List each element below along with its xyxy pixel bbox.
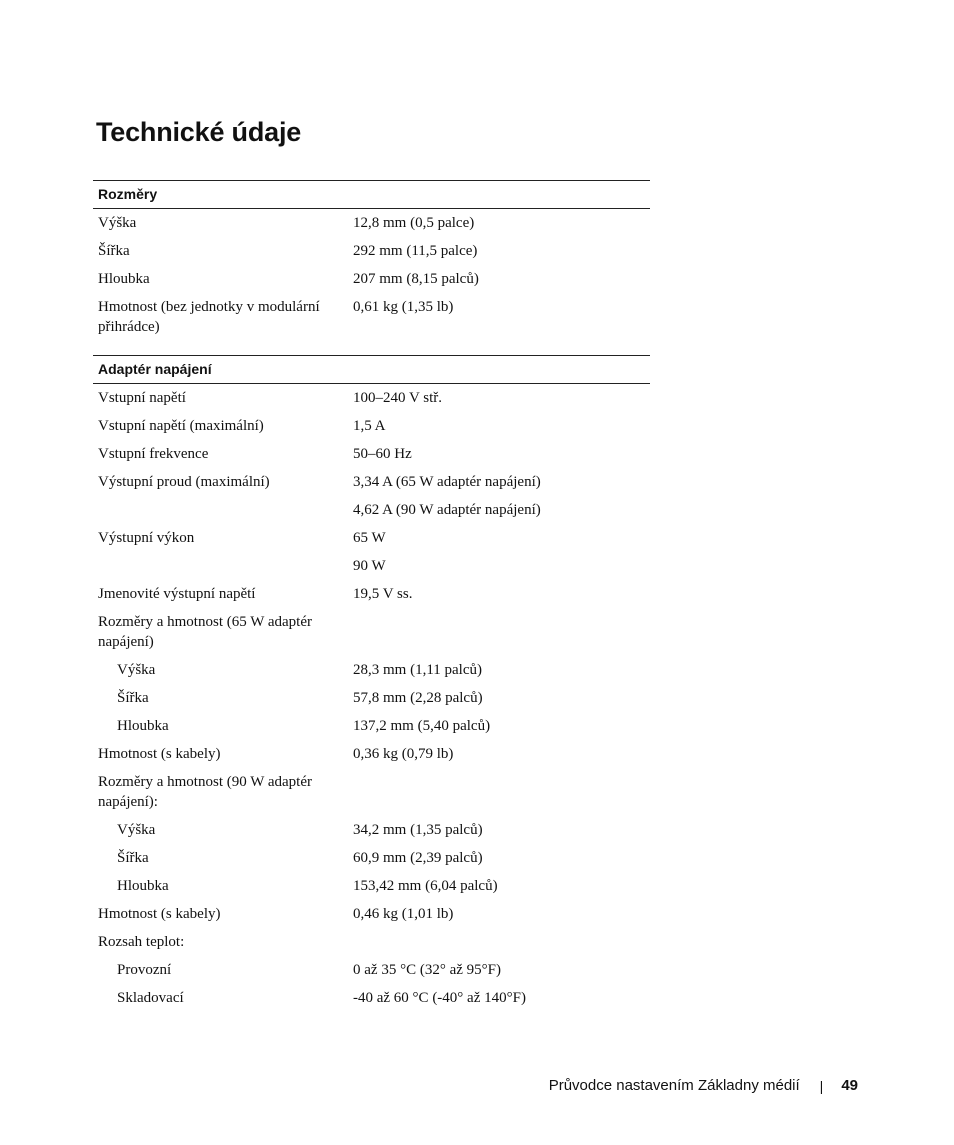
page-title: Technické údaje bbox=[96, 117, 302, 147]
spec-value: 3,34 A (65 W adaptér napájení) bbox=[353, 474, 541, 490]
table-row bbox=[93, 496, 650, 524]
spec-label: Vstupní napětí (maximální) bbox=[98, 418, 264, 434]
spec-value: 65 W bbox=[353, 530, 386, 546]
table-row bbox=[93, 928, 650, 956]
spec-label: Rozměry a hmotnost (90 W adaptér napájení): bbox=[98, 774, 312, 810]
spec-label: Rozsah teplot: bbox=[98, 934, 185, 950]
table-row bbox=[93, 440, 650, 468]
table-row bbox=[93, 524, 650, 552]
spec-label: Šířka bbox=[98, 243, 130, 259]
spec-label: Hmotnost (s kabely) bbox=[98, 906, 221, 922]
spec-label: Hloubka bbox=[117, 718, 169, 734]
table-row bbox=[93, 684, 650, 712]
spec-label: Vstupní napětí bbox=[98, 390, 186, 406]
spec-value: 28,3 mm (1,11 palců) bbox=[353, 662, 483, 678]
spec-label: Rozměry a hmotnost (65 W adaptér napájení) bbox=[98, 614, 312, 650]
spec-value bbox=[348, 768, 650, 816]
spec-label: Šířka bbox=[117, 690, 149, 706]
table-row bbox=[93, 580, 650, 608]
dimensions-table bbox=[93, 180, 650, 341]
spec-value: 0,61 kg (1,35 lb) bbox=[353, 299, 454, 315]
spec-label: Hmotnost (s kabely) bbox=[98, 746, 221, 762]
table-row bbox=[93, 608, 650, 656]
spec-value: 50–60 Hz bbox=[353, 446, 412, 462]
spec-label: Jmenovité výstupní napětí bbox=[98, 586, 256, 602]
table-row bbox=[93, 712, 650, 740]
table-row bbox=[93, 816, 650, 844]
page-number: 49 bbox=[841, 1077, 858, 1094]
spec-value bbox=[348, 608, 650, 656]
page-footer bbox=[549, 1077, 858, 1094]
table-row bbox=[93, 265, 650, 293]
spec-label: Výška bbox=[117, 662, 156, 678]
spec-value: 292 mm (11,5 palce) bbox=[353, 243, 478, 259]
spec-value: 0 až 35 °C (32° až 95°F) bbox=[353, 962, 501, 978]
footer-separator: | bbox=[819, 1077, 824, 1094]
spec-value: 1,5 A bbox=[353, 418, 386, 434]
spec-value: 4,62 A (90 W adaptér napájení) bbox=[353, 502, 541, 518]
spec-label: Výška bbox=[98, 215, 137, 231]
table-row bbox=[93, 984, 650, 1012]
spec-value: 0,36 kg (0,79 lb) bbox=[353, 746, 454, 762]
spec-value: 57,8 mm (2,28 palců) bbox=[353, 690, 483, 706]
spec-label: Hloubka bbox=[98, 271, 150, 287]
spec-value: 12,8 mm (0,5 palce) bbox=[353, 215, 475, 231]
table-row bbox=[93, 656, 650, 684]
spec-label: Skladovací bbox=[117, 990, 184, 1006]
spec-label: Vstupní frekvence bbox=[98, 446, 209, 462]
spec-label: Výška bbox=[117, 822, 156, 838]
table-header-row bbox=[93, 181, 650, 209]
table-row bbox=[93, 844, 650, 872]
spec-value: 34,2 mm (1,35 palců) bbox=[353, 822, 483, 838]
table-row bbox=[93, 552, 650, 580]
spec-value: 90 W bbox=[353, 558, 386, 574]
table-row bbox=[93, 293, 650, 341]
spec-value: -40 až 60 °C (-40° až 140°F) bbox=[353, 990, 526, 1006]
spec-label: Hmotnost (bez jednotky v modulární přihrádce) bbox=[98, 299, 320, 335]
table-row bbox=[93, 237, 650, 265]
spec-value: 19,5 V ss. bbox=[353, 586, 413, 602]
spec-value: 100–240 V stř. bbox=[353, 390, 443, 406]
spec-value: 153,42 mm (6,04 palců) bbox=[353, 878, 498, 894]
table-header-row bbox=[93, 356, 650, 384]
section-heading: Adaptér napájení bbox=[93, 356, 650, 384]
spec-value: 137,2 mm (5,40 palců) bbox=[353, 718, 491, 734]
spec-label: Výstupní výkon bbox=[98, 530, 195, 546]
spec-value: 0,46 kg (1,01 lb) bbox=[353, 906, 454, 922]
spec-label: Hloubka bbox=[117, 878, 169, 894]
table-row bbox=[93, 740, 650, 768]
section-heading: Rozměry bbox=[93, 181, 650, 209]
spec-label bbox=[93, 552, 348, 580]
guide-title: Průvodce nastavením Základny médií bbox=[548, 1077, 800, 1094]
table-row bbox=[93, 900, 650, 928]
table-row bbox=[93, 384, 650, 413]
spec-label: Šířka bbox=[117, 850, 149, 866]
table-row bbox=[93, 768, 650, 816]
table-row bbox=[93, 468, 650, 496]
spec-value: 60,9 mm (2,39 palců) bbox=[353, 850, 483, 866]
spec-label: Výstupní proud (maximální) bbox=[98, 474, 270, 490]
table-row bbox=[93, 956, 650, 984]
spec-label bbox=[93, 496, 348, 524]
table-row bbox=[93, 872, 650, 900]
spec-value bbox=[348, 928, 650, 956]
table-row bbox=[93, 209, 650, 238]
power-adapter-table bbox=[93, 355, 650, 1012]
spec-value: 207 mm (8,15 palců) bbox=[353, 271, 479, 287]
spec-label: Provozní bbox=[117, 962, 172, 978]
table-row bbox=[93, 412, 650, 440]
